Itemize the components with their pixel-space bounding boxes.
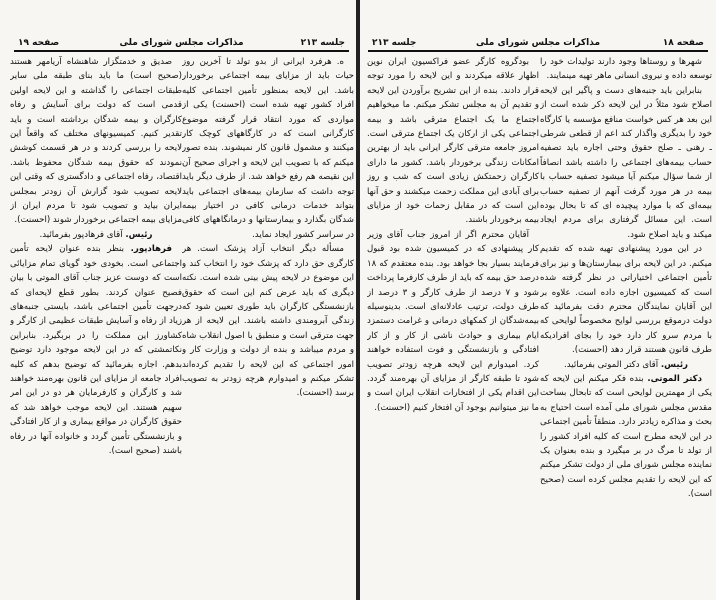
- paragraph-text: صدیق و خدمتگزار شاهنشاه آریامهر هستند (صحیح است) ما باید بنای طبقه ملی سایر طبقات اجتماعی را گذاشته و این لایحه اولین قدمی است که دولت برای آسایش و رفاه کارگران و بیمه شدگان برداشته است و باید تقدیر کنیم. کمیسیونهای مختلف که واقعاً این لایحه را بررسی کردند و در هر قسمت کوشش نمودند که حقوق بیمه شدگان محفوظ باشد. اقتصاد، رفاه اجتماعی و دادگستری که وقتی این لایحه تصویب شود گزارش آن زودتر بمجلس ایران بیاید و تصویب شود تا مردم ایران از مزایای بیمه اجتماعی برخوردار شوند (احسنت).: [10, 57, 182, 226]
- paragraph: [182, 242, 354, 400]
- page-number: صفحه ۱۸: [662, 38, 704, 48]
- paragraph-text: آقایان محترم اگر از امروز جناب آقای وزیر کار پیشنهادی که در کمیسیون شده بود قبول فرمایند بسیار بجا خواهد بود. بنده معتقدم که ۱۸ درصد حق بیمه که باید از طرف کارفرما پرداخت شود و ۷ درصد از طرف کارگر و ۳ درصد از طرف دولت، ترتیب عادلانه‌ای است. بدینوسیله بیمه‌شدگان از کمکهای درمانی و غرامت دستمزد ایام بیماری و حوادث ناشی از کار و از کار افتادگی و بازنشستگی و فوت استفاده خواهند کرد. امیدوارم این لایحه هرچه زودتر تصویب شود تا طبقه کارگر از مزایای آن بهره‌مند گردد. این اقدام یکی از افتخارات انقلاب ایران است و ما نیز میتوانیم بوجود آن افتخار کنیم (احسنت).: [367, 229, 539, 413]
- text-column: [10, 55, 182, 595]
- paragraph-text: آقای دکتر الموتی بفرمائید.: [563, 359, 659, 370]
- text-column: [367, 55, 539, 595]
- session-number: جلسه ۲۱۳: [300, 38, 345, 48]
- speaker-name: رئیس.: [125, 229, 153, 240]
- paragraph-text: مسأله دیگر انتخاب آزاد پزشک است. هر کارگری حق دارد که پزشک خود را انتخاب کند و این موضوع در لایحه پیش بینی شده است. نکته دیگری که باید عرض کنم این است که حقوق بازنشستگی کارگران باید طوری تعیین شود که زندگی آبرومندی داشته باشند. این لایحه از هر جهت مترقی است و منطبق با اصول انقلاب شاه و مردم میباشد و بنده از دولت و وزارت کار و امور اجتماعی که این لایحه را تقدیم کرده‌اند تشکر میکنم و امیدوارم هرچه زودتر به تصویب برسد (احسنت).: [182, 244, 354, 399]
- page-number: صفحه ۱۹: [18, 38, 60, 48]
- session-number: جلسه ۲۱۳: [372, 38, 417, 48]
- paragraph: [367, 228, 539, 415]
- paragraph: [10, 242, 182, 458]
- paragraph: [10, 228, 182, 242]
- paragraph-text: بنظر بنده عنوان لایحه تأمین اجتماعی است. بخودی خود گویای تمام مزایائی است که دوست عزیز جناب آقای الموتی با بیان فصیح عنوان کردند. بطور قطع لایحه‌ای که درجهت تأمین اجتماعی باشد، بایستی جنبه‌های زیاد از رفاه و آسایش طبقات عظیمی از کارگر و کشاورز این مملکت را در بربگیرد. بنابراین نکاتمشتی که در این لایحه موجود دارد توضیح بدهم. اجازه بفرمائید که توضیح بدهم که کلیه افراد جامعه از مزایای این قانون بهره‌مند خواهند شد و کارگران و کارفرمایان هر دو در این امر سهیم هستند. این لایحه موجب خواهد شد که حقوق کارگران در مواقع بیماری و از کار افتادگی و بازنشستگی تأمین گردد و خانواده آنها در رفاه باشند (صحیح است).: [10, 244, 182, 456]
- paragraph-text: بنده فکر میکنم این لایحه که یکی از مهمترین لوایحی است که تابحال بساحت مقدس مجلس شورای ملی آمده است احتیاج به بحث و مذاکره زیادتر دارد. منطقاً تأمین اجتماعی در این لایحه مطرح است که کلیه افراد کشور را از تولد تا مرگ در بر میگیرد و بنده بعنوان یک نماینده مجلس شورای ملی از دولت تشکر میکنم که این لایحه را تقدیم مجلس کرده است (صحیح است).: [540, 373, 712, 500]
- text-column: [540, 55, 712, 595]
- paragraph: [182, 55, 354, 242]
- page-header: [368, 36, 708, 52]
- speaker-name: فرهادپور.: [130, 244, 173, 255]
- paragraph: [540, 84, 712, 242]
- paragraph: [10, 55, 182, 228]
- publication-title: مذاکرات مجلس شورای ملی: [475, 38, 601, 48]
- paragraph: [540, 55, 712, 84]
- paragraph: [540, 242, 712, 357]
- paragraph-text: آقای فرهادپور بفرمائید.: [39, 229, 123, 240]
- text-column: [182, 55, 354, 595]
- speaker-name: دکتر الموتی.: [647, 373, 703, 384]
- page-header: [14, 36, 349, 52]
- paragraph: [540, 372, 712, 502]
- paragraph-text: شهرها و روستاها وجود دارند تولیدات خود را توسعه داده و نیروی انسانی ماهر تهیه مینمایند.: [540, 57, 712, 82]
- publication-title: مذاکرات مجلس شورای ملی: [119, 38, 244, 48]
- paragraph-text: در این مورد پیشنهادی تهیه شده که تقدیم میکنم. در این لایحه برای بیمارستان‌ها و نیز برای تأمین اجتماعی اختیاراتی در نظر گرفته شده است که کمیسیون اجازه داده است. علاوه بر این آقایان نمایندگان محترم دقت بفرمائید که دولت درموقع بررسی لوایح مخصوصاً لوایحی که با مردم سرو کار دارد خود را بجای افرادیکه طرف قانون هستند قرار دهد (احسنت).: [540, 244, 712, 356]
- paragraph-text: بنابراین باید جنبه‌های دست و پاگیر این لایحه اصلاح شود مثلاً در این لایحه ذکر شده است از این بعد هر کس خواست منافع مؤسسه یا کارگاه خود را بدیگری واگذار کند اعم از قطعی شرطی ـ رهنی ـ صلح حقوق وحتی اجاره باید تصفیه حساب بیمه‌های اجتماعی را داشته باشد انصافاً از شما سؤال میکنم آیا میشود تصفیه حساب با بیمه در هر مورد گرفت آنهم از تصفیه حساب بیمه‌ای که با موارد پیچیده ای که تا بحال بوده است. این مسائل گرفتاری برای مردم ایجاد میکند و باید اصلاح شود.: [540, 85, 712, 240]
- paragraph-text: بودگروه کارگر عضو فراکسیون ایران نوین اظهار علاقه میکردند و این لایحه را مورد توجه قرار دادند. بنده از این تشریح برآوردن این لایحه و تقدیم آن به مجلس تشکر میکنم. ما میخواهیم اجتماع ما یک اجتماع مترقی باشد و بیمه اجتماعی یکی از ارکان یک اجتماع مترقی است. امروز جامعه مترقی کارگر ایرانی باید از بهترین امکانات زندگی برخوردار باشد. کشور ما دارای کارگران زحمتکش زیادی است که شب و روز برای آبادی این مملکت زحمت میکشند و حق آنها این است که در مقابل زحمات خود از مزایای بیمه برخوردار باشند.: [367, 57, 539, 226]
- paragraph: [540, 358, 712, 372]
- speaker-name: رئیس.: [660, 359, 689, 370]
- paragraph: [367, 55, 539, 228]
- paragraph-text: ه. هرفرد ایرانی از بدو تولد تا آخرین روز حیات باید از مزایای بیمه اجتماعی برخوردار باشد. این لایحه بمنظور تأمین اجتماعی کلیه افراد کشور تهیه شده است (احسنت) یکی از مواردی که مورد انتقاد قرار گرفته موضوع کارگرانی است که در کارگاههای کوچک کار میکنند و مشمول قانون کار نمیشوند. بنده تصور میکنم که با تصویب این لایحه و اجرای صحیح آن این نقیصه هم رفع خواهد شد. از طرف دیگر باید توجه داشت که سازمان بیمه‌های اجتماعی باید بتواند خدمات درمانی کافی در اختیار بیمه شدگان بگذارد و بیمارستانها و درمانگاههای کافی در سراسر کشور ایجاد نماید.: [182, 57, 354, 240]
